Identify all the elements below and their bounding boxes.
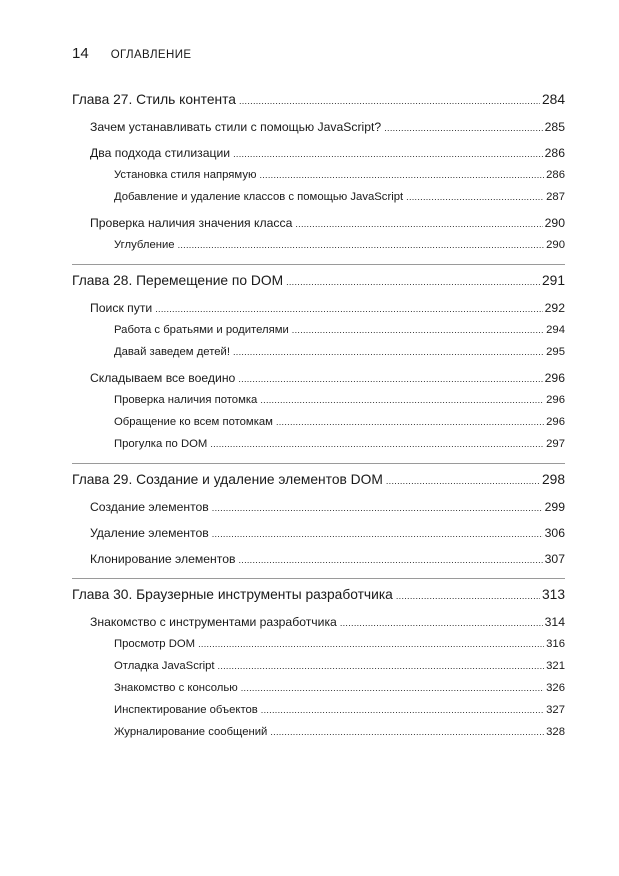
dot-leader: [239, 91, 540, 111]
toc-section-entry: [72, 613, 565, 631]
toc-entry-title: Углубление: [114, 239, 175, 251]
page-header: [72, 45, 191, 65]
toc-entry-title: Журналирование сообщений: [114, 726, 268, 738]
dot-leader: [384, 119, 542, 137]
toc-entry-title: Глава 27. Стиль контента: [72, 92, 236, 107]
toc-chapter-entry: [72, 470, 565, 490]
toc-section-entry: [72, 214, 565, 232]
toc-subsection-entry: [72, 413, 565, 431]
toc-section-entry: [72, 118, 565, 136]
toc-entry-page: 313: [541, 587, 565, 602]
toc-entry-title: Два подхода стилизации: [90, 146, 231, 160]
dot-leader: [406, 188, 544, 206]
toc-entry-page: 321: [546, 660, 565, 672]
dot-leader: [396, 586, 540, 606]
toc-entry-title: Отладка JavaScript: [114, 660, 215, 672]
toc-entry-title: Знакомство с консолью: [114, 682, 238, 694]
toc-subsection-entry: [72, 236, 565, 254]
dot-leader: [276, 413, 544, 431]
toc-entry-title: Добавление и удаление классов с помощью JavaScript: [114, 191, 404, 203]
toc-entry-title: Зачем устанавливать стили с помощью JavaScript?: [90, 120, 382, 134]
toc-entry-page: 328: [546, 726, 565, 738]
toc-subsection-entry: [72, 391, 565, 409]
dot-leader: [233, 145, 543, 163]
toc-entry-title: Создание элементов: [90, 500, 209, 514]
dot-leader: [340, 614, 543, 632]
toc-entry-page: 296: [544, 371, 565, 385]
toc-entry-page: 295: [546, 346, 565, 358]
toc-entry-title: Работа с братьями и родителями: [114, 324, 289, 336]
toc-subsection-entry: [72, 635, 565, 653]
toc-subsection-entry: [72, 701, 565, 719]
toc-entry-title: Поиск пути: [90, 301, 153, 315]
toc-subsection-entry: [72, 435, 565, 453]
dot-leader: [292, 321, 544, 339]
toc-section-entry: [72, 524, 565, 542]
dot-leader: [260, 391, 544, 409]
toc-section-entry: [72, 144, 565, 162]
toc-entry-page: 285: [544, 120, 565, 134]
toc-entry-title: Глава 29. Создание и удаление элементов DOM: [72, 472, 383, 487]
toc-entry-page: 291: [541, 273, 565, 288]
dot-leader: [210, 435, 544, 453]
toc-entry-title: Давай заведем детей!: [114, 346, 230, 358]
toc-entry-page: 290: [546, 239, 565, 251]
toc-entry-title: Складываем все воедино: [90, 371, 236, 385]
dot-leader: [261, 701, 544, 719]
toc-entry-title: Глава 30. Браузерные инструменты разработчика: [72, 587, 393, 602]
toc-entry-title: Удаление элементов: [90, 526, 209, 540]
table-of-contents: [72, 90, 565, 741]
dot-leader: [212, 499, 543, 517]
toc-entry-page: 298: [541, 472, 565, 487]
toc-entry-page: 299: [544, 500, 565, 514]
toc-entry-title: Обращение ко всем потомкам: [114, 416, 273, 428]
dot-leader: [238, 551, 542, 569]
toc-entry-page: 306: [544, 526, 565, 540]
toc-entry-title: Установка стиля напрямую: [114, 169, 257, 181]
dot-leader: [178, 236, 545, 254]
dot-leader: [286, 272, 540, 292]
toc-entry-page: 284: [541, 92, 565, 107]
toc-entry-page: 316: [546, 638, 565, 650]
dot-leader: [238, 370, 542, 388]
toc-entry-page: 286: [546, 169, 565, 181]
dot-leader: [386, 471, 540, 491]
dot-leader: [233, 343, 544, 361]
toc-entry-title: Проверка наличия потомка: [114, 394, 258, 406]
toc-entry-title: Просмотр DOM: [114, 638, 196, 650]
toc-subsection-entry: [72, 343, 565, 361]
toc-entry-page: 292: [544, 301, 565, 315]
dot-leader: [241, 679, 544, 697]
toc-entry-title: Проверка наличия значения класса: [90, 216, 293, 230]
dot-leader: [212, 525, 543, 543]
toc-section-entry: [72, 299, 565, 317]
toc-section-entry: [72, 550, 565, 568]
toc-chapter-entry: [72, 585, 565, 605]
toc-subsection-entry: [72, 166, 565, 184]
toc-entry-page: 296: [546, 416, 565, 428]
dot-leader: [270, 723, 544, 741]
toc-entry-page: 326: [546, 682, 565, 694]
page-number: 14: [72, 45, 89, 62]
toc-entry-page: 314: [544, 615, 565, 629]
toc-subsection-entry: [72, 679, 565, 697]
toc-entry-page: 290: [544, 216, 565, 230]
toc-entry-page: 287: [546, 191, 565, 203]
toc-entry-page: 297: [546, 438, 565, 450]
dot-leader: [259, 166, 544, 184]
toc-subsection-entry: [72, 723, 565, 741]
toc-entry-page: 294: [546, 324, 565, 336]
toc-entry-title: Глава 28. Перемещение по DOM: [72, 273, 284, 288]
toc-section-entry: [72, 369, 565, 387]
toc-entry-title: Знакомство с инструментами разработчика: [90, 615, 337, 629]
toc-subsection-entry: [72, 188, 565, 206]
toc-entry-page: 296: [546, 394, 565, 406]
toc-entry-page: 327: [546, 704, 565, 716]
toc-subsection-entry: [72, 657, 565, 675]
dot-leader: [295, 215, 542, 233]
running-header-title: ОГЛАВЛЕНИЕ: [110, 49, 192, 61]
toc-entry-page: 307: [544, 552, 565, 566]
toc-entry-title: Клонирование элементов: [90, 552, 236, 566]
toc-entry-title: Прогулка по DOM: [114, 438, 208, 450]
toc-chapter-entry: [72, 271, 565, 291]
dot-leader: [218, 657, 545, 675]
dot-leader: [155, 300, 542, 318]
toc-section-entry: [72, 498, 565, 516]
toc-entry-title: Инспектирование объектов: [114, 704, 258, 716]
toc-chapter-entry: [72, 90, 565, 110]
toc-subsection-entry: [72, 321, 565, 339]
dot-leader: [198, 635, 544, 653]
toc-entry-page: 286: [544, 146, 565, 160]
